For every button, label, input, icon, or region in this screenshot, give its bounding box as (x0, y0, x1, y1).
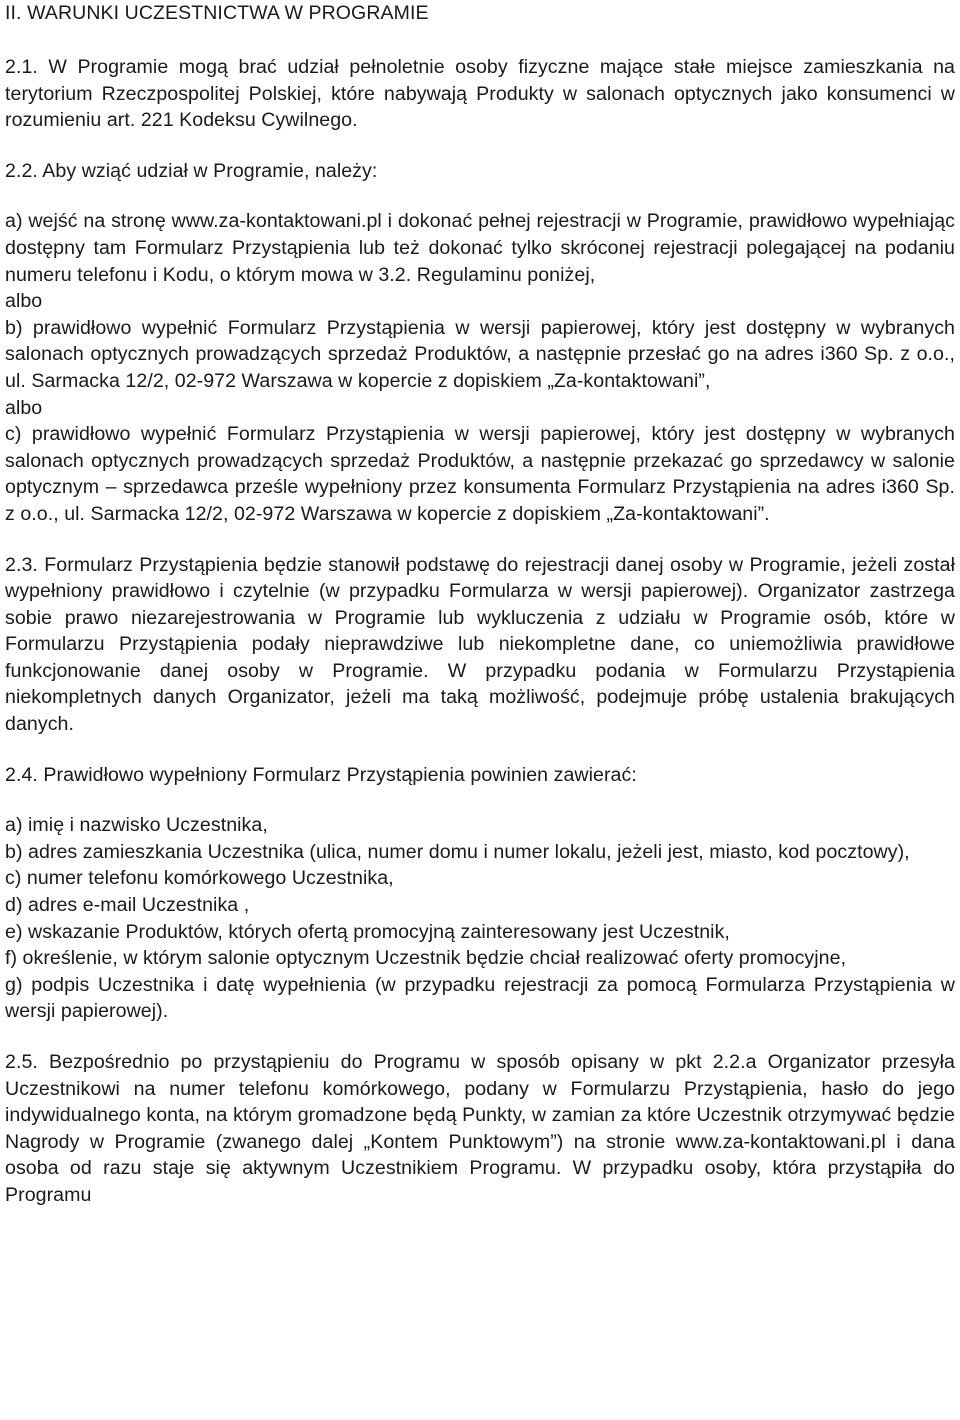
separator-albo: albo (5, 396, 43, 419)
list-item-2-4-f: f) określenie, w którym salonie optycznym Uczestnik będzie chciał realizować oferty promocyjne, (5, 947, 847, 970)
list-item-2-2-c: c) prawidłowo wypełnić Formularz Przystąpienia w wersji papierowej, który jest dostępny w wybranych salonach optycznych prowadzących sprzedaż Produktów, a następnie przekazać go sprzedawcy w salonie optycznym – sprzedawca prześle wypełniony przez konsumenta Formularz Przystąpienia na adres i360 Sp. z o.o., ul. Sarmacka 12/2, 02-972 Warszawa w kopercie z dopiskiem „Za-kontaktowani”. (5, 423, 955, 525)
list-item-2-4-a: a) imię i nazwisko Uczestnika, (5, 814, 268, 837)
list-item-2-2-a: a) wejść na stronę www.za-kontaktowani.pl i dokonać pełnej rejestracji w Programie, prawidłowo wypełniając dostępny tam Formularz Przystąpienia lub też dokonać tylko skróconej rejestracji polegającej na podaniu numeru telefonu i Kodu, o którym mowa w 3.2. Regulaminu poniżej, (5, 210, 955, 286)
paragraph-2-2: 2.2. Aby wziąć udział w Programie, należy: (5, 159, 378, 182)
paragraph-2-3: 2.3. Formularz Przystąpienia będzie stanowił podstawę do rejestracji danej osoby w Programie, jeżeli został wypełniony prawidłowo i czytelnie (w przypadku Formularza w wersji papierowej). Organizator zastrzega sobie prawo niezarejestrowania w Programie lub wykluczenia z udziału w Programie osób, które w Formularzu Przystąpienia podały nieprawdziwe lub niekompletne dane, co uniemożliwia prawidłowe funkcjonowanie danej osoby w Programie. W przypadku podania w Formularzu Przystąpienia niekompletnych danych Organizator, jeżeli ma taką możliwość, podejmuje próbę ustalenia brakujących danych. (5, 553, 955, 736)
list-item-2-4-e: e) wskazanie Produktów, których ofertą promocyjną zainteresowany jest Uczestnik, (5, 920, 730, 943)
list-item-2-4-b: b) adres zamieszkania Uczestnika (ulica, numer domu i numer lokalu, jeżeli jest, miasto, kod pocztowy), (5, 840, 910, 863)
list-item-2-4-g: g) podpis Uczestnika i datę wypełnienia (w przypadku rejestracji za pomocą Formularza Przystąpienia w wersji papierowej). (5, 973, 955, 1023)
list-item-2-4-d: d) adres e-mail Uczestnika , (5, 894, 250, 917)
separator-albo: albo (5, 290, 43, 313)
paragraph-2-1: 2.1. W Programie mogą brać udział pełnoletnie osoby fizyczne mające stałe miejsce zamieszkania na terytorium Rzeczpospolitej Polskiej, które nabywają Produkty w salonach optycznych jako konsumenci w rozumieniu art. 221 Kodeksu Cywilnego. (5, 56, 955, 132)
document-page (5, 0, 955, 1209)
list-item-2-4-c: c) numer telefonu komórkowego Uczestnika, (5, 867, 394, 890)
section-heading: II. WARUNKI UCZESTNICTWA W PROGRAMIE (5, 2, 429, 24)
paragraph-2-5: 2.5. Bezpośrednio po przystąpieniu do Programu w sposób opisany w pkt 2.2.a Organizator przesyła Uczestnikowi na numer telefonu komórkowego, podany w Formularzu Przystąpienia, hasło do jego indywidualnego konta, na którym gromadzone będą Punkty, w zamian za które Uczestnik otrzymywać będzie Nagrody w Programie (zwanego dalej „Kontem Punktowym”) na stronie www.za-kontaktowani.pl i dana osoba od razu staje się aktywnym Uczestnikiem Programu. W przypadku osoby, która przystąpiła do Programu (5, 1051, 955, 1206)
paragraph-2-4: 2.4. Prawidłowo wypełniony Formularz Przystąpienia powinien zawierać: (5, 763, 637, 786)
list-item-2-2-b: b) prawidłowo wypełnić Formularz Przystąpienia w wersji papierowej, który jest dostępny w wybranych salonach optycznych prowadzących sprzedaż Produktów, a następnie przesłać go na adres i360 Sp. z o.o., ul. Sarmacka 12/2, 02-972 Warszawa w kopercie z dopiskiem „Za-kontaktowani”, (5, 316, 955, 392)
